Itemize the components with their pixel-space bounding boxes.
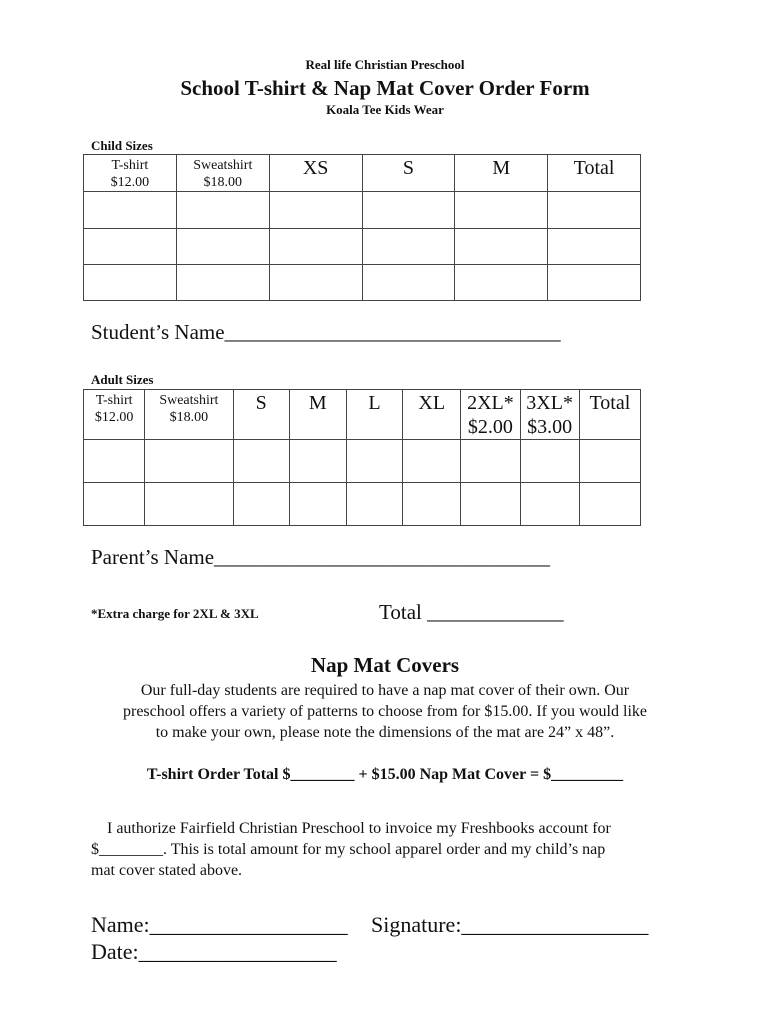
nap-mat-line-2: preschool offers a variety of patterns to choose from for $15.00. If you would like xyxy=(122,703,647,720)
adult-tshirt-price: $12.00 xyxy=(94,410,134,425)
child-table-header-row xyxy=(84,155,641,192)
child-size-s-header: S xyxy=(362,155,455,192)
signature-field[interactable]: Signature:_________________ xyxy=(371,912,649,937)
order-cell[interactable] xyxy=(455,229,548,265)
table-row xyxy=(84,440,641,483)
adult-size-3xl-header xyxy=(520,390,579,440)
order-cell[interactable] xyxy=(362,265,455,301)
adult-2xl-price: $2.00 xyxy=(467,416,513,438)
order-cell[interactable] xyxy=(346,483,402,526)
adult-3xl-price: $3.00 xyxy=(527,416,573,438)
order-cell[interactable] xyxy=(520,483,579,526)
adult-total-header: Total xyxy=(579,390,640,440)
authorization-paragraph xyxy=(91,818,611,881)
school-name: Real life Christian Preschool xyxy=(305,57,465,72)
adult-sizes-table xyxy=(83,389,641,526)
form-title: School T-shirt & Nap Mat Cover Order Form xyxy=(180,76,590,100)
adult-size-s-header: S xyxy=(233,390,289,440)
child-tshirt-label: T-shirt xyxy=(111,158,149,173)
adult-size-m-header: M xyxy=(289,390,346,440)
order-cell[interactable] xyxy=(145,483,233,526)
order-cell[interactable] xyxy=(461,440,520,483)
student-name-field[interactable]: Student’s Name________________________________ xyxy=(91,320,561,344)
order-cell[interactable] xyxy=(269,229,362,265)
table-row xyxy=(84,192,641,229)
order-cell[interactable] xyxy=(84,440,145,483)
authorization-line-3: mat cover stated above. xyxy=(91,862,243,879)
order-total-field[interactable]: Total _____________ xyxy=(379,600,564,624)
order-cell[interactable] xyxy=(461,483,520,526)
order-cell[interactable] xyxy=(403,440,461,483)
order-cell[interactable] xyxy=(269,265,362,301)
adult-sizes-label: Adult Sizes xyxy=(91,372,154,387)
order-cell[interactable] xyxy=(176,192,269,229)
nap-mat-heading: Nap Mat Covers xyxy=(310,653,460,677)
child-sweatshirt-price: $18.00 xyxy=(203,175,243,190)
adult-size-2xl-header xyxy=(461,390,520,440)
child-size-m-header: M xyxy=(455,155,548,192)
order-total-summary[interactable]: T-shirt Order Total $________ + $15.00 Nap Mat Cover = $_________ xyxy=(146,766,624,783)
order-cell[interactable] xyxy=(548,265,641,301)
order-cell[interactable] xyxy=(362,229,455,265)
authorization-line-1: I authorize Fairfield Christian Preschool to invoice my Freshbooks account for xyxy=(107,820,611,837)
table-row xyxy=(84,483,641,526)
order-cell[interactable] xyxy=(520,440,579,483)
order-cell[interactable] xyxy=(233,440,289,483)
adult-size-l-header: L xyxy=(346,390,402,440)
adult-tshirt-label: T-shirt xyxy=(95,393,133,408)
order-cell[interactable] xyxy=(145,440,233,483)
child-sizes-label: Child Sizes xyxy=(91,138,153,153)
order-cell[interactable] xyxy=(176,229,269,265)
adult-2xl-label: 2XL* xyxy=(467,392,514,414)
order-cell[interactable] xyxy=(403,483,461,526)
nap-mat-line-3: to make your own, please note the dimensions of the mat are 24” x 48”. xyxy=(155,724,615,741)
table-row xyxy=(84,229,641,265)
name-field[interactable]: Name:__________________ xyxy=(91,912,348,937)
order-cell[interactable] xyxy=(176,265,269,301)
date-field[interactable]: Date:__________________ xyxy=(91,939,337,964)
adult-tshirt-header xyxy=(84,390,145,440)
nap-mat-paragraph xyxy=(0,680,770,743)
order-cell[interactable] xyxy=(289,440,346,483)
child-sizes-table xyxy=(83,154,641,301)
order-cell[interactable] xyxy=(548,229,641,265)
authorization-line-2[interactable]: $________. This is total amount for my school apparel order and my child’s nap xyxy=(91,841,606,858)
vendor-name: Koala Tee Kids Wear xyxy=(326,102,444,117)
table-row xyxy=(84,265,641,301)
child-sweatshirt-label: Sweatshirt xyxy=(193,158,253,173)
order-cell[interactable] xyxy=(84,265,177,301)
order-cell[interactable] xyxy=(579,440,640,483)
nap-mat-line-1: Our full-day students are required to have a nap mat cover of their own. Our xyxy=(140,682,630,699)
order-cell[interactable] xyxy=(455,265,548,301)
order-cell[interactable] xyxy=(84,483,145,526)
adult-size-xl-header: XL xyxy=(403,390,461,440)
adult-sweatshirt-header xyxy=(145,390,233,440)
adult-table-header-row xyxy=(84,390,641,440)
order-cell[interactable] xyxy=(233,483,289,526)
child-tshirt-header xyxy=(84,155,177,192)
child-sweatshirt-header xyxy=(176,155,269,192)
adult-3xl-label: 3XL* xyxy=(526,392,573,414)
order-cell[interactable] xyxy=(84,229,177,265)
order-cell[interactable] xyxy=(84,192,177,229)
order-cell[interactable] xyxy=(269,192,362,229)
adult-sweatshirt-label: Sweatshirt xyxy=(159,393,219,408)
order-cell[interactable] xyxy=(579,483,640,526)
order-cell[interactable] xyxy=(455,192,548,229)
extra-charge-note: *Extra charge for 2XL & 3XL xyxy=(91,606,259,621)
order-cell[interactable] xyxy=(346,440,402,483)
order-cell[interactable] xyxy=(362,192,455,229)
adult-sweatshirt-price: $18.00 xyxy=(169,410,209,425)
child-total-header: Total xyxy=(548,155,641,192)
child-size-xs-header: XS xyxy=(269,155,362,192)
order-cell[interactable] xyxy=(289,483,346,526)
parent-name-field[interactable]: Parent’s Name________________________________ xyxy=(91,545,551,569)
order-cell[interactable] xyxy=(548,192,641,229)
child-tshirt-price: $12.00 xyxy=(110,175,150,190)
